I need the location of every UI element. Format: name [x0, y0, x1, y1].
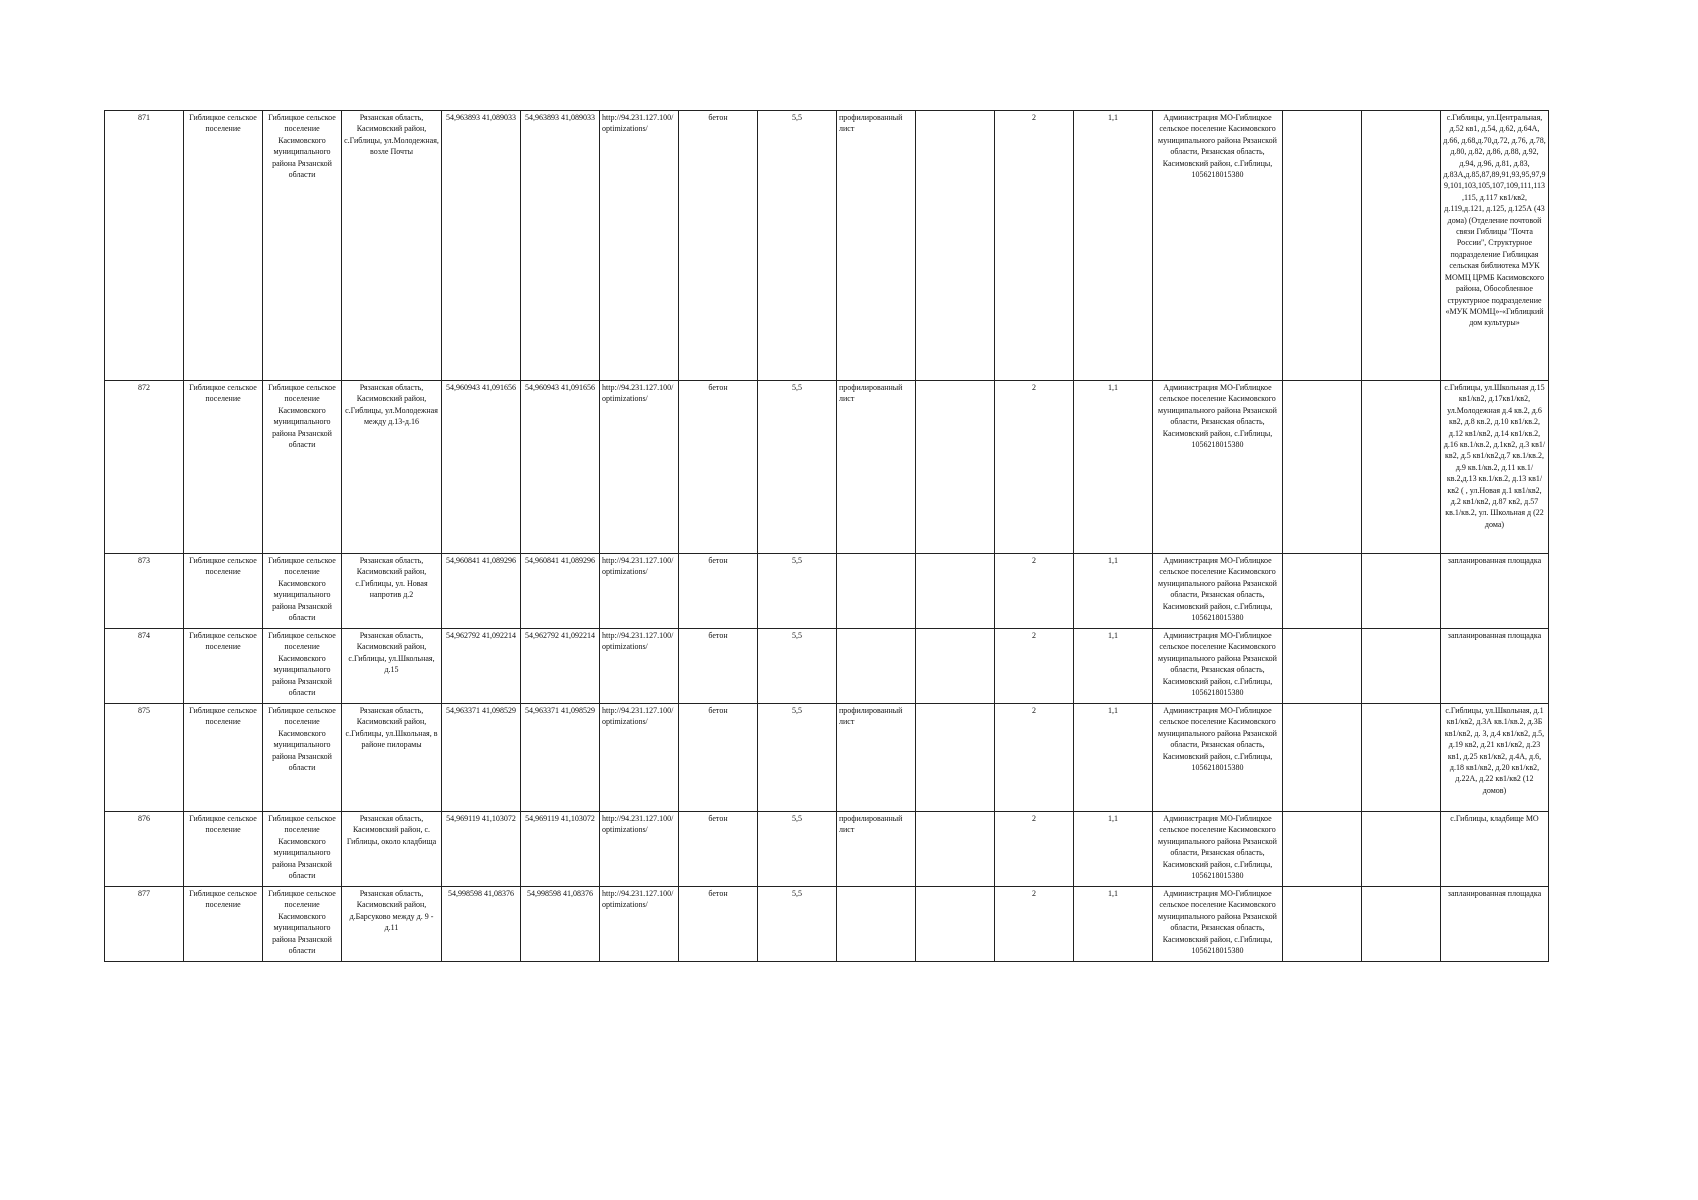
- container-count-cell: 2: [995, 554, 1074, 629]
- table-row: [105, 111, 1549, 381]
- waste-sources-cell: запланированная площадка: [1441, 554, 1549, 629]
- empty-cell: [1283, 554, 1362, 629]
- container-count-cell: 2: [995, 887, 1074, 962]
- longitude-cell: 54,960841 41,089296: [521, 554, 600, 629]
- waste-sources-cell: запланированная площадка: [1441, 887, 1549, 962]
- owner-cell: Администрация МО-Гиблицкое сельское поселение Касимовского муниципального района Рязанской области, Рязанская область, Касимовский район, с.Гиблицы, 1056218015380: [1153, 554, 1283, 629]
- container-volume-cell: 1,1: [1074, 554, 1153, 629]
- owner-cell: Администрация МО-Гиблицкое сельское поселение Касимовского муниципального района Рязанской области, Рязанская область, Касимовский район, с.Гиблицы, 1056218015380: [1153, 111, 1283, 381]
- table-row: [105, 887, 1549, 962]
- settlement-cell: Гиблицкое сельское поселение: [184, 554, 263, 629]
- surface-cell: бетон: [679, 812, 758, 887]
- surface-cell: бетон: [679, 887, 758, 962]
- municipality-cell: Гиблицкое сельское поселение Касимовского муниципального района Рязанской области: [263, 812, 342, 887]
- container-volume-cell: 1,1: [1074, 111, 1153, 381]
- latitude-cell: 54,960841 41,089296: [442, 554, 521, 629]
- cover-cell: [837, 629, 916, 704]
- cover-cell: профилированный лист: [837, 111, 916, 381]
- row-number-cell: 872: [105, 381, 184, 554]
- row-number-cell: 874: [105, 629, 184, 704]
- latitude-cell: 54,998598 41,08376: [442, 887, 521, 962]
- container-count-cell: 2: [995, 111, 1074, 381]
- longitude-cell: 54,963371 41,098529: [521, 704, 600, 812]
- surface-cell: бетон: [679, 704, 758, 812]
- area-cell: 5,5: [758, 381, 837, 554]
- empty-cell: [916, 554, 995, 629]
- longitude-cell: 54,998598 41,08376: [521, 887, 600, 962]
- container-volume-cell: 1,1: [1074, 704, 1153, 812]
- empty-cell: [1362, 629, 1441, 704]
- latitude-cell: 54,969119 41,103072: [442, 812, 521, 887]
- waste-sources-cell: запланированная площадка: [1441, 629, 1549, 704]
- empty-cell: [916, 812, 995, 887]
- longitude-cell: 54,969119 41,103072: [521, 812, 600, 887]
- latitude-cell: 54,960943 41,091656: [442, 381, 521, 554]
- empty-cell: [1283, 111, 1362, 381]
- container-count-cell: 2: [995, 812, 1074, 887]
- cover-cell: профилированный лист: [837, 812, 916, 887]
- map-link-cell[interactable]: http://94.231.127.100/optimizations/: [600, 554, 679, 629]
- map-link-cell[interactable]: http://94.231.127.100/optimizations/: [600, 812, 679, 887]
- municipality-cell: Гиблицкое сельское поселение Касимовского муниципального района Рязанской области: [263, 111, 342, 381]
- area-cell: 5,5: [758, 111, 837, 381]
- container-count-cell: 2: [995, 381, 1074, 554]
- municipality-cell: Гиблицкое сельское поселение Касимовского муниципального района Рязанской области: [263, 629, 342, 704]
- latitude-cell: 54,963893 41,089033: [442, 111, 521, 381]
- registry-table: [104, 110, 1549, 962]
- address-cell: Рязанская область, Касимовский район, с.Гиблицы, ул.Молодежная, возле Почты: [342, 111, 442, 381]
- waste-sources-cell: с.Гиблицы, кладбище МО: [1441, 812, 1549, 887]
- container-volume-cell: 1,1: [1074, 381, 1153, 554]
- address-cell: Рязанская область, Касимовский район, с.Гиблицы, ул.Молодежная между д.13-д.16: [342, 381, 442, 554]
- municipality-cell: Гиблицкое сельское поселение Касимовского муниципального района Рязанской области: [263, 554, 342, 629]
- longitude-cell: 54,962792 41,092214: [521, 629, 600, 704]
- container-volume-cell: 1,1: [1074, 629, 1153, 704]
- address-cell: Рязанская область, Касимовский район, д.Барсуково между д. 9 - д.11: [342, 887, 442, 962]
- municipality-cell: Гиблицкое сельское поселение Касимовского муниципального района Рязанской области: [263, 887, 342, 962]
- municipality-cell: Гиблицкое сельское поселение Касимовского муниципального района Рязанской области: [263, 381, 342, 554]
- empty-cell: [916, 111, 995, 381]
- row-number-cell: 871: [105, 111, 184, 381]
- container-count-cell: 2: [995, 704, 1074, 812]
- waste-sources-cell: с.Гиблицы, ул.Школьная д.15 кв1/кв2, д.17кв1/кв2, ул.Молодежная д.4 кв.2, д.6 кв2, д.8 кв.2, д.10 кв1/кв.2, д.12 кв1/кв2, д.14 кв1/кв.2, д.16 кв.1/кв.2, д.1кв2, д.3 кв1/кв2, д.5 кв1/кв2,д.7 кв.1/кв.2, д.9 кв.1/кв.2, д.11 кв.1/кв.2,д.13 кв.1/кв.2, д.13 кв1/кв2 ( , ул.Новая д.1 кв1/кв2, д.2 кв1/кв2, д.87 кв2, д.57 кв.1/кв.2, ул. Школьная д (22 дома): [1441, 381, 1549, 554]
- empty-cell: [1362, 111, 1441, 381]
- table-body: [105, 111, 1549, 962]
- owner-cell: Администрация МО-Гиблицкое сельское поселение Касимовского муниципального района Рязанской области, Рязанская область, Касимовский район, с.Гиблицы, 1056218015380: [1153, 629, 1283, 704]
- row-number-cell: 876: [105, 812, 184, 887]
- empty-cell: [1283, 704, 1362, 812]
- cover-cell: профилированный лист: [837, 381, 916, 554]
- table-row: [105, 554, 1549, 629]
- latitude-cell: 54,962792 41,092214: [442, 629, 521, 704]
- row-number-cell: 873: [105, 554, 184, 629]
- owner-cell: Администрация МО-Гиблицкое сельское поселение Касимовского муниципального района Рязанской области, Рязанская область, Касимовский район, с.Гиблицы, 1056218015380: [1153, 381, 1283, 554]
- empty-cell: [916, 887, 995, 962]
- waste-sources-cell: с.Гиблицы, ул.Центральная, д.52 кв1, д.54, д.62, д.64А, д.66, д.68,д.70,д.72, д.76, д.78, д.80, д.82, д.86, д.88, д.92, д.94, д.96, д.81, д.83, д.83А,д.85,87,89,91,93,95,97,99,101,103,105,107,109,111,113,115, д.117 кв1/кв2, д.119,д.121, д.125, д.125А (43 дома) (Отделение почтовой связи Гиблицы "Почта России", Структурное подразделение Гиблицкая сельская библиотека МУК МОМЦ ЦРМБ Касимовского района, Обособленное структурное подразделение «МУК МОМЦ»-«Гиблицкий дом культуры»: [1441, 111, 1549, 381]
- empty-cell: [1362, 381, 1441, 554]
- address-cell: Рязанская область, Касимовский район, с.Гиблицы, ул. Новая напротив д.2: [342, 554, 442, 629]
- owner-cell: Администрация МО-Гиблицкое сельское поселение Касимовского муниципального района Рязанской области, Рязанская область, Касимовский район, с.Гиблицы, 1056218015380: [1153, 812, 1283, 887]
- surface-cell: бетон: [679, 111, 758, 381]
- settlement-cell: Гиблицкое сельское поселение: [184, 704, 263, 812]
- area-cell: 5,5: [758, 554, 837, 629]
- surface-cell: бетон: [679, 629, 758, 704]
- empty-cell: [916, 381, 995, 554]
- settlement-cell: Гиблицкое сельское поселение: [184, 812, 263, 887]
- area-cell: 5,5: [758, 812, 837, 887]
- empty-cell: [1362, 704, 1441, 812]
- empty-cell: [916, 704, 995, 812]
- surface-cell: бетон: [679, 554, 758, 629]
- address-cell: Рязанская область, Касимовский район, с.Гиблицы, ул.Школьная, в районе пилорамы: [342, 704, 442, 812]
- settlement-cell: Гиблицкое сельское поселение: [184, 111, 263, 381]
- table-row: [105, 812, 1549, 887]
- container-count-cell: 2: [995, 629, 1074, 704]
- longitude-cell: 54,960943 41,091656: [521, 381, 600, 554]
- empty-cell: [1362, 812, 1441, 887]
- area-cell: 5,5: [758, 629, 837, 704]
- map-link-cell[interactable]: http://94.231.127.100/optimizations/: [600, 629, 679, 704]
- table-row: [105, 629, 1549, 704]
- cover-cell: [837, 554, 916, 629]
- surface-cell: бетон: [679, 381, 758, 554]
- empty-cell: [1362, 887, 1441, 962]
- row-number-cell: 875: [105, 704, 184, 812]
- container-volume-cell: 1,1: [1074, 812, 1153, 887]
- waste-sources-cell: с.Гиблицы, ул.Школьная, д.1 кв1/кв2, д.3А кв.1/кв.2, д.3Б кв1/кв2, д. 3, д.4 кв1/кв2, д.5, д.19 кв2, д.21 кв1/кв2, д.23 кв1, д.25 кв1/кв2, д.4А, д.6, д.18 кв1/кв2, д.20 кв1/кв2, д.22А, д.22 кв1/кв2 (12 домов): [1441, 704, 1549, 812]
- table-row: [105, 381, 1549, 554]
- address-cell: Рязанская область, Касимовский район, с. Гиблицы, около кладбища: [342, 812, 442, 887]
- settlement-cell: Гиблицкое сельское поселение: [184, 381, 263, 554]
- cover-cell: профилированный лист: [837, 704, 916, 812]
- cover-cell: [837, 887, 916, 962]
- empty-cell: [1283, 887, 1362, 962]
- owner-cell: Администрация МО-Гиблицкое сельское поселение Касимовского муниципального района Рязанской области, Рязанская область, Касимовский район, с.Гиблицы, 1056218015380: [1153, 704, 1283, 812]
- empty-cell: [916, 629, 995, 704]
- owner-cell: Администрация МО-Гиблицкое сельское поселение Касимовского муниципального района Рязанской области, Рязанская область, Касимовский район, с.Гиблицы, 1056218015380: [1153, 887, 1283, 962]
- empty-cell: [1283, 381, 1362, 554]
- container-volume-cell: 1,1: [1074, 887, 1153, 962]
- longitude-cell: 54,963893 41,089033: [521, 111, 600, 381]
- empty-cell: [1283, 629, 1362, 704]
- map-link-cell[interactable]: http://94.231.127.100/optimizations/: [600, 704, 679, 812]
- empty-cell: [1283, 812, 1362, 887]
- area-cell: 5,5: [758, 704, 837, 812]
- settlement-cell: Гиблицкое сельское поселение: [184, 887, 263, 962]
- address-cell: Рязанская область, Касимовский район, с.Гиблицы, ул.Школьная, д.15: [342, 629, 442, 704]
- table-row: [105, 704, 1549, 812]
- empty-cell: [1362, 554, 1441, 629]
- map-link-cell[interactable]: http://94.231.127.100/optimizations/: [600, 111, 679, 381]
- row-number-cell: 877: [105, 887, 184, 962]
- map-link-cell[interactable]: http://94.231.127.100/optimizations/: [600, 381, 679, 554]
- latitude-cell: 54,963371 41,098529: [442, 704, 521, 812]
- settlement-cell: Гиблицкое сельское поселение: [184, 629, 263, 704]
- municipality-cell: Гиблицкое сельское поселение Касимовского муниципального района Рязанской области: [263, 704, 342, 812]
- area-cell: 5,5: [758, 887, 837, 962]
- map-link-cell[interactable]: http://94.231.127.100/optimizations/: [600, 887, 679, 962]
